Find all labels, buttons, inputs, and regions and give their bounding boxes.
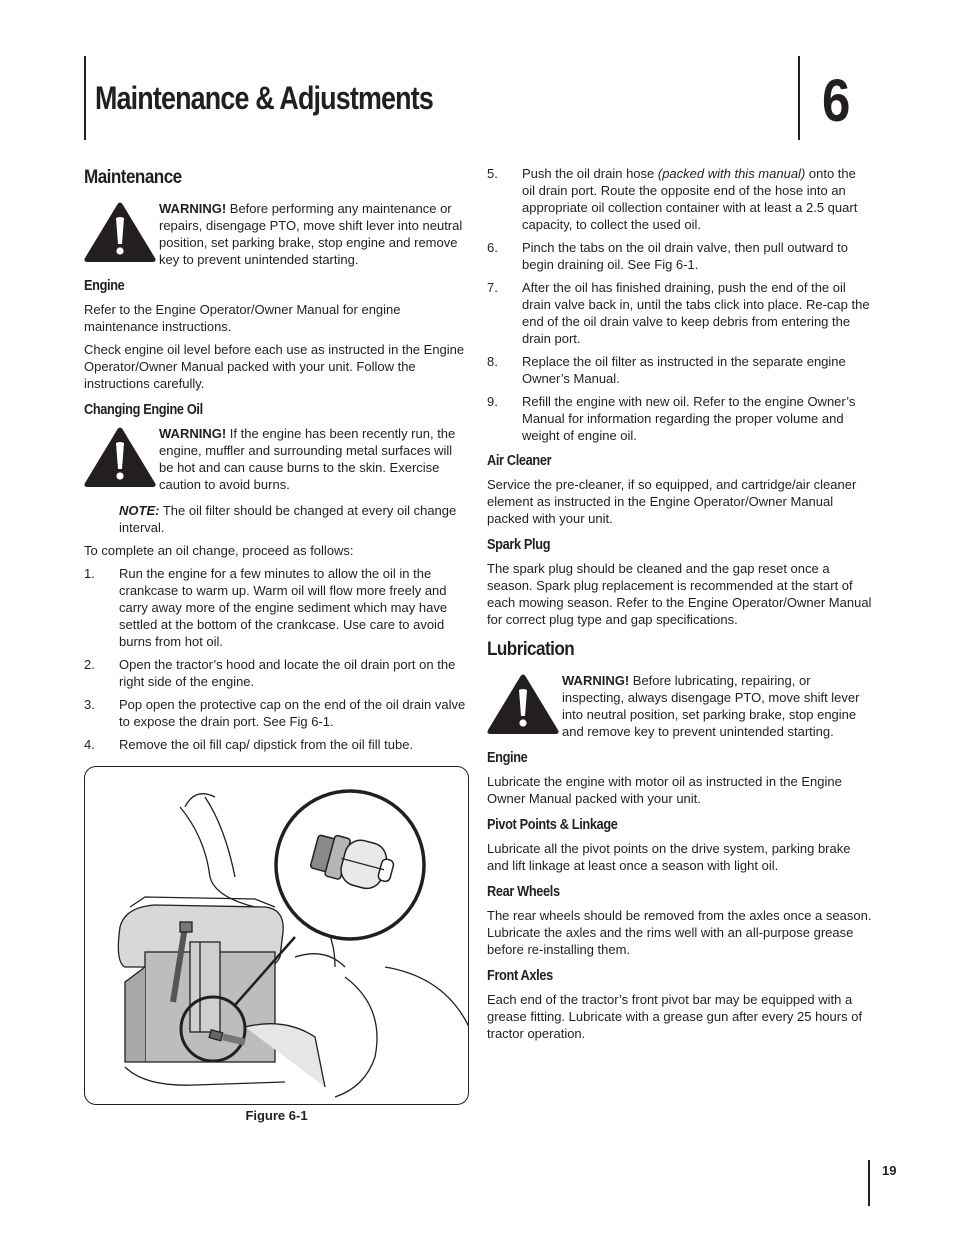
spark-plug-text: The spark plug should be cleaned and the gap reset once a season. Spark plug replacement is recommended at the start of each mowing season. Refer to the Engine Operator/Owner Manual for correct plug type and gap specifications. xyxy=(487,561,872,627)
list-item xyxy=(487,279,872,347)
list-item xyxy=(84,696,469,730)
step-number: 3. xyxy=(84,697,95,712)
step-text: Pinch the tabs on the oil drain valve, then pull outward to begin draining oil. See Fig 6-1. xyxy=(522,240,848,272)
step-text xyxy=(522,165,872,233)
right-column xyxy=(487,165,872,1048)
warning-body: If the engine has been recently run, the engine, muffler and surrounding metal surfaces will be hot and can cause burns to the skin. Exercise caution to avoid burns. xyxy=(159,426,456,492)
step-number: 5. xyxy=(487,166,498,181)
changing-oil-heading: Changing Engine Oil xyxy=(84,402,203,418)
step-number: 2. xyxy=(84,657,95,672)
page-title: Maintenance & Adjustments xyxy=(95,80,433,116)
oil-warning xyxy=(84,425,469,493)
warning-triangle-icon xyxy=(84,200,159,265)
front-axles-heading: Front Axles xyxy=(487,968,553,984)
chapter-divider xyxy=(798,56,800,140)
air-cleaner-text: Service the pre-cleaner, if so equipped, and cartridge/air cleaner element as instructed in the Engine Operator/Owner Manual packed with your unit. xyxy=(487,477,857,526)
list-item xyxy=(487,353,872,387)
step-text: Refill the engine with new oil. Refer to the engine Owner’s Manual for information regarding the proper volume and weight of engine oil. xyxy=(522,394,856,443)
warning-body: Before lubricating, repairing, or inspecting, always disengage PTO, move shift lever into neutral position, set parking brake, stop engine and remove key to prevent unintended starting. xyxy=(562,673,860,739)
engine-heading: Engine xyxy=(84,278,125,294)
step-text-post: onto the oil drain port. Route the opposite end of the hose into an appropriate oil collection container with at least a 2.5 quart capacity, to collect the used oil. xyxy=(522,166,858,232)
step-number: 8. xyxy=(487,354,498,369)
warning-label: WARNING! xyxy=(159,426,227,441)
list-item xyxy=(487,165,872,233)
lubrication-warning xyxy=(487,672,872,740)
oil-change-intro: To complete an oil change, proceed as follows: xyxy=(84,543,354,558)
figure-caption: Figure 6-1 xyxy=(245,1108,308,1123)
step-text-emphasis: (packed with this manual) xyxy=(657,166,806,181)
page-number-divider xyxy=(868,1160,870,1206)
step-number: 4. xyxy=(84,737,95,752)
lubrication-heading: Lubrication xyxy=(487,639,575,660)
pivot-points-text: Lubricate all the pivot points on the drive system, parking brake and lift linkage at least once a season with light oil. xyxy=(487,841,851,873)
chapter-number: 6 xyxy=(822,67,851,134)
engine-paragraph-2: Check engine oil level before each use as instructed in the Engine Operator/Owner Manual packed with your unit. Follow the instructions carefully. xyxy=(84,342,465,391)
air-cleaner-heading: Air Cleaner xyxy=(487,453,552,469)
front-axles-text: Each end of the tractor’s front pivot bar may be equipped with a grease fitting. Lubricate with a grease gun after every 25 hours of tractor operation. xyxy=(487,992,863,1041)
oil-change-steps-left xyxy=(84,565,469,753)
warning-text xyxy=(159,425,469,493)
list-item xyxy=(84,565,469,650)
lubrication-engine-text: Lubricate the engine with motor oil as instructed in the Engine Owner Manual packed with your unit. xyxy=(487,774,842,806)
warning-triangle-icon xyxy=(487,672,562,737)
step-text: Run the engine for a few minutes to allow the oil in the crankcase to warm up. Warm oil will flow more freely and carry away more of the engine sediment which may have settled at the bottom of the crankcase. Use care to avoid burns from hot oil. xyxy=(119,566,448,649)
rear-wheels-heading: Rear Wheels xyxy=(487,884,560,900)
warning-text xyxy=(562,672,872,740)
rear-wheels-text: The rear wheels should be removed from the axles once a season. Lubricate the axles and the rims well with an all-purpose grease before re-installing them. xyxy=(487,908,872,957)
warning-text xyxy=(159,200,469,268)
maintenance-warning xyxy=(84,200,469,268)
step-text: Remove the oil fill cap/ dipstick from the oil fill tube. xyxy=(119,737,414,752)
oil-change-steps-right xyxy=(487,165,872,444)
pivot-points-heading: Pivot Points & Linkage xyxy=(487,817,618,833)
oil-filter-note xyxy=(119,502,469,536)
warning-label: WARNING! xyxy=(562,673,630,688)
step-number: 9. xyxy=(487,394,498,409)
page-number: 19 xyxy=(882,1163,897,1178)
list-item xyxy=(84,656,469,690)
warning-label: WARNING! xyxy=(159,201,227,216)
step-text: Pop open the protective cap on the end of the oil drain valve to expose the drain port. See Fig 6-1. xyxy=(119,697,466,729)
title-divider xyxy=(84,56,86,140)
list-item xyxy=(487,393,872,444)
list-item xyxy=(487,239,872,273)
left-column xyxy=(84,166,469,759)
warning-body: Before performing any maintenance or repairs, disengage PTO, move shift lever into neutral position, set parking brake, stop engine and remove key to prevent unintended starting. xyxy=(159,201,463,267)
step-text: After the oil has finished draining, push the end of the oil drain valve back in, until the tabs click into place. Re-cap the end of the oil drain valve to keep debris from entering the drain port. xyxy=(522,280,870,346)
maintenance-heading: Maintenance xyxy=(84,167,182,188)
step-number: 6. xyxy=(487,240,498,255)
step-text: Replace the oil filter as instructed in the separate engine Owner’s Manual. xyxy=(522,354,846,386)
step-text-pre: Push the oil drain hose xyxy=(522,166,658,181)
step-text: Open the tractor’s hood and locate the oil drain port on the right side of the engine. xyxy=(119,657,456,689)
step-number: 7. xyxy=(487,280,498,295)
note-label: NOTE: xyxy=(119,503,160,518)
lubrication-engine-heading: Engine xyxy=(487,750,528,766)
warning-triangle-icon xyxy=(84,425,159,490)
engine-paragraph-1: Refer to the Engine Operator/Owner Manual for engine maintenance instructions. xyxy=(84,302,401,334)
spark-plug-heading: Spark Plug xyxy=(487,537,551,553)
engine-oil-drain-figure xyxy=(84,766,469,1105)
list-item xyxy=(84,736,469,753)
engine-illustration xyxy=(85,767,469,1105)
step-number: 1. xyxy=(84,566,95,581)
note-body: The oil filter should be changed at every oil change interval. xyxy=(119,503,457,535)
